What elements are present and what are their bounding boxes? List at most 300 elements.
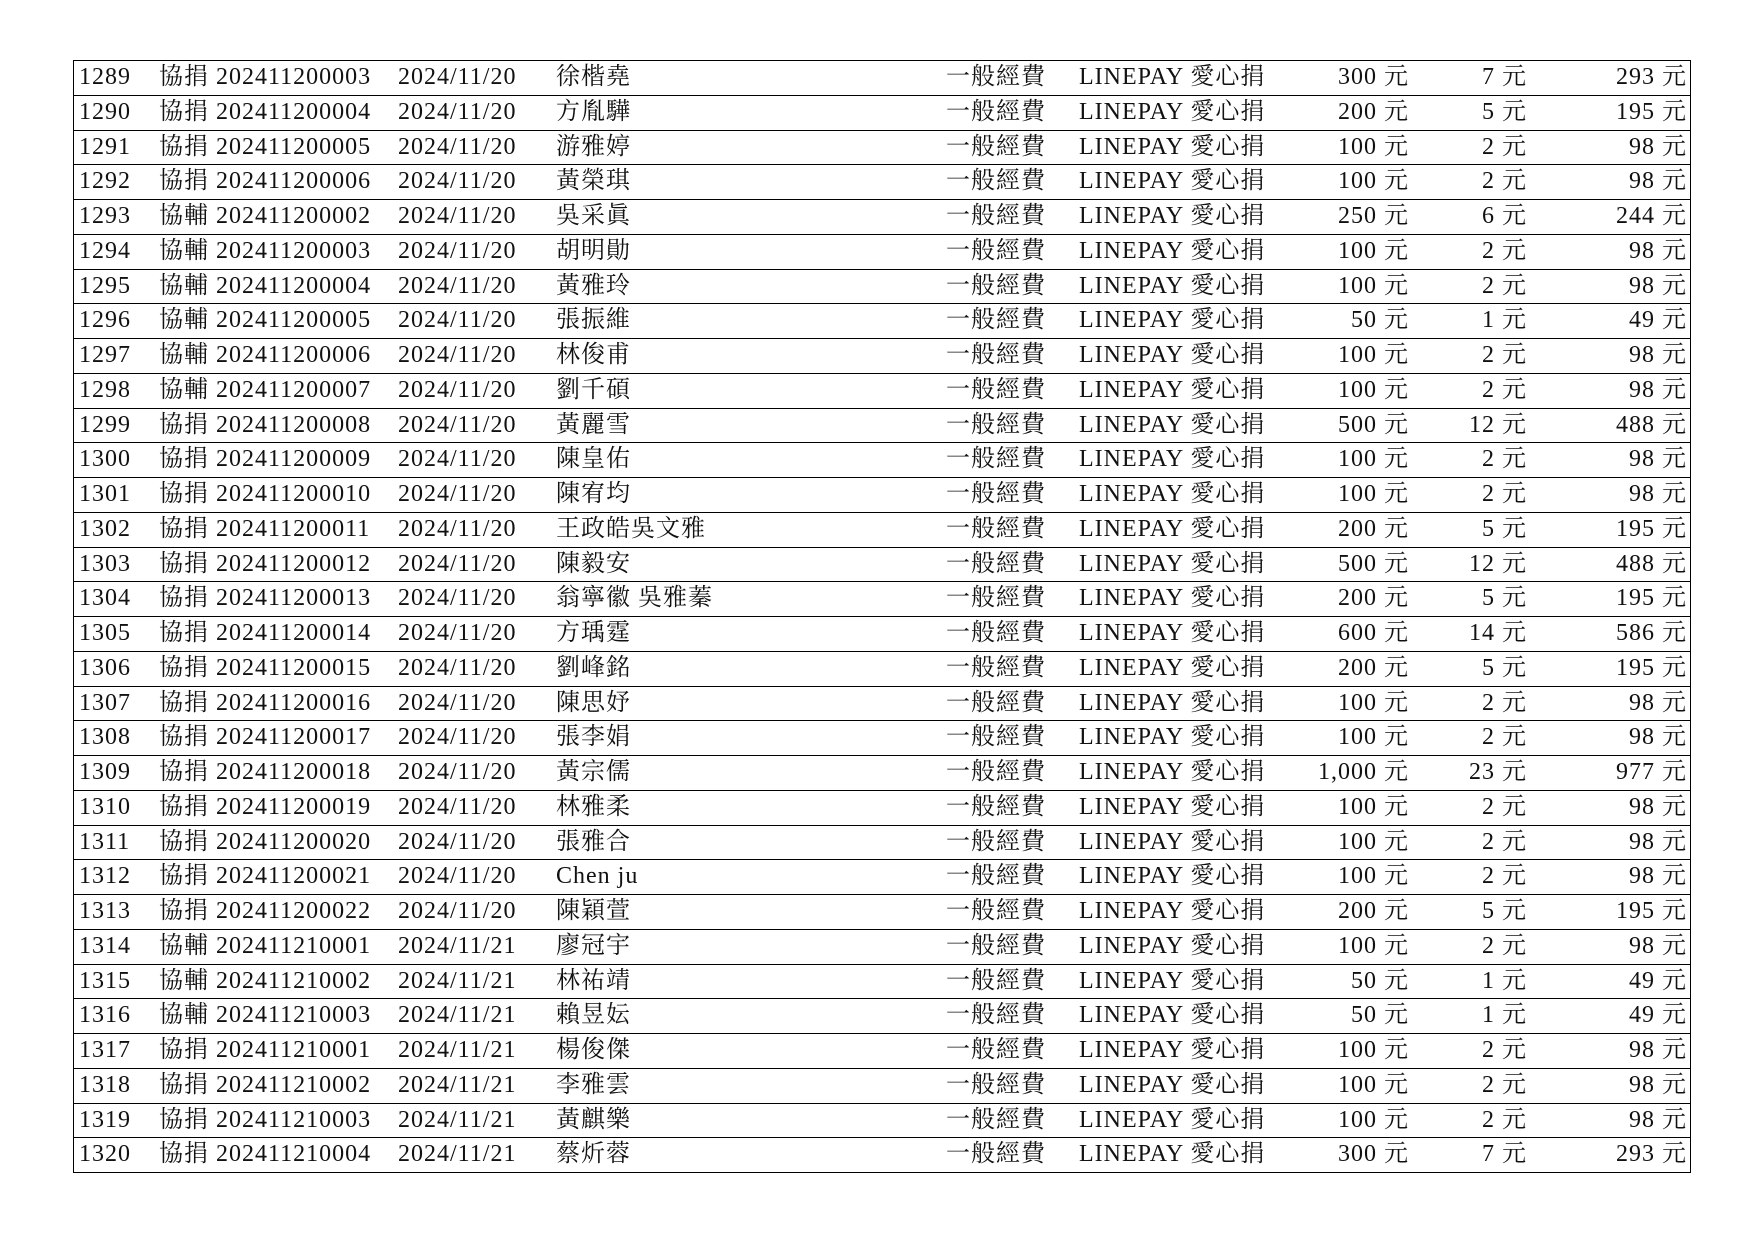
cell-serial-number: 1295 — [79, 272, 131, 299]
cell-donor-name: 黃雅玲 — [556, 272, 631, 299]
cell-date: 2024/11/20 — [398, 828, 517, 855]
cell-fund-type: 一般經費 — [946, 168, 1046, 195]
table-row — [74, 408, 1690, 443]
cell-amount: 100 元 — [1338, 689, 1409, 716]
cell-serial-number: 1299 — [79, 411, 131, 438]
cell-net-amount: 98 元 — [1629, 168, 1687, 195]
cell-fee: 2 元 — [1482, 168, 1527, 195]
cell-serial-number: 1314 — [79, 932, 131, 959]
cell-payment-channel: LINEPAY 愛心捐 — [1079, 203, 1266, 229]
cell-fund-type: 一般經費 — [946, 1002, 1046, 1029]
table-row — [74, 60, 1690, 95]
cell-receipt-code: 協輔 202411210001 — [159, 932, 372, 959]
cell-fee: 2 元 — [1482, 237, 1527, 264]
cell-receipt-code: 協輔 202411200007 — [159, 376, 372, 403]
cell-fund-type: 一般經費 — [946, 515, 1046, 542]
cell-donor-name: 蔡炘蓉 — [556, 1141, 631, 1168]
donation-ledger-table — [73, 60, 1691, 1173]
cell-donor-name: 林祐靖 — [556, 967, 631, 994]
cell-date: 2024/11/20 — [398, 446, 517, 473]
cell-fund-type: 一般經費 — [946, 203, 1046, 229]
cell-serial-number: 1310 — [79, 793, 131, 820]
cell-serial-number: 1308 — [79, 724, 131, 751]
cell-date: 2024/11/21 — [398, 967, 517, 994]
cell-amount: 200 元 — [1338, 654, 1409, 681]
cell-payment-channel: LINEPAY 愛心捐 — [1079, 411, 1266, 438]
cell-amount: 100 元 — [1338, 237, 1409, 264]
cell-net-amount: 586 元 — [1616, 620, 1687, 646]
cell-amount: 100 元 — [1338, 793, 1409, 820]
cell-amount: 100 元 — [1338, 863, 1409, 890]
cell-fund-type: 一般經費 — [946, 376, 1046, 403]
cell-fund-type: 一般經費 — [946, 724, 1046, 751]
cell-payment-channel: LINEPAY 愛心捐 — [1079, 342, 1266, 368]
cell-receipt-code: 協輔 202411200006 — [159, 342, 372, 368]
cell-donor-name: 張李娟 — [556, 724, 631, 751]
cell-date: 2024/11/21 — [398, 1071, 517, 1098]
cell-fund-type: 一般經費 — [946, 237, 1046, 264]
cell-donor-name: 翁寧徽 吳雅蓁 — [556, 585, 713, 612]
cell-receipt-code: 協捐 202411200003 — [159, 64, 372, 90]
cell-fund-type: 一般經費 — [946, 863, 1046, 890]
cell-receipt-code: 協捐 202411200015 — [159, 654, 372, 681]
cell-amount: 100 元 — [1338, 168, 1409, 195]
cell-payment-channel: LINEPAY 愛心捐 — [1079, 515, 1266, 542]
cell-donor-name: 胡明勛 — [556, 237, 631, 264]
cell-amount: 250 元 — [1338, 203, 1409, 229]
cell-fund-type: 一般經費 — [946, 272, 1046, 299]
cell-payment-channel: LINEPAY 愛心捐 — [1079, 1037, 1266, 1063]
cell-amount: 50 元 — [1351, 307, 1409, 334]
cell-net-amount: 195 元 — [1616, 515, 1687, 542]
cell-amount: 100 元 — [1338, 1037, 1409, 1063]
table-row — [74, 512, 1690, 547]
cell-donor-name: 賴昱妘 — [556, 1002, 631, 1029]
cell-payment-channel: LINEPAY 愛心捐 — [1079, 237, 1266, 264]
cell-fund-type: 一般經費 — [946, 654, 1046, 681]
cell-date: 2024/11/21 — [398, 1002, 517, 1029]
cell-amount: 50 元 — [1351, 1002, 1409, 1029]
cell-receipt-code: 協捐 202411200013 — [159, 585, 372, 612]
cell-donor-name: Chen ju — [556, 863, 639, 890]
cell-amount: 100 元 — [1338, 376, 1409, 403]
cell-amount: 100 元 — [1338, 828, 1409, 855]
cell-donor-name: 廖冠宇 — [556, 932, 631, 959]
table-row — [74, 95, 1690, 130]
table-row — [74, 825, 1690, 860]
cell-donor-name: 張振維 — [556, 307, 631, 334]
cell-fee: 2 元 — [1482, 376, 1527, 403]
cell-donor-name: 林雅柔 — [556, 793, 631, 820]
cell-fund-type: 一般經費 — [946, 828, 1046, 855]
table-row — [74, 303, 1690, 338]
cell-amount: 200 元 — [1338, 98, 1409, 125]
cell-fee: 2 元 — [1482, 863, 1527, 890]
cell-net-amount: 293 元 — [1616, 64, 1687, 90]
table-row — [74, 547, 1690, 582]
cell-serial-number: 1320 — [79, 1141, 131, 1168]
table-row — [74, 234, 1690, 269]
cell-net-amount: 98 元 — [1629, 272, 1687, 299]
cell-date: 2024/11/20 — [398, 898, 517, 924]
table-row — [74, 894, 1690, 929]
cell-receipt-code: 協捐 202411200022 — [159, 898, 372, 924]
table-row — [74, 1137, 1690, 1172]
cell-fee: 2 元 — [1482, 133, 1527, 160]
cell-donor-name: 陳穎萱 — [556, 898, 631, 924]
cell-date: 2024/11/21 — [398, 1037, 517, 1063]
cell-net-amount: 49 元 — [1629, 967, 1687, 994]
cell-net-amount: 195 元 — [1616, 585, 1687, 612]
cell-donor-name: 楊俊傑 — [556, 1037, 631, 1063]
cell-donor-name: 王政皓吳文雅 — [556, 515, 706, 542]
cell-amount: 100 元 — [1338, 724, 1409, 751]
cell-receipt-code: 協輔 202411200004 — [159, 272, 372, 299]
cell-amount: 600 元 — [1338, 620, 1409, 646]
cell-fee: 7 元 — [1482, 64, 1527, 90]
cell-amount: 50 元 — [1351, 967, 1409, 994]
cell-fund-type: 一般經費 — [946, 411, 1046, 438]
cell-receipt-code: 協輔 202411200005 — [159, 307, 372, 334]
cell-date: 2024/11/20 — [398, 620, 517, 646]
cell-net-amount: 195 元 — [1616, 898, 1687, 924]
cell-serial-number: 1306 — [79, 654, 131, 681]
cell-payment-channel: LINEPAY 愛心捐 — [1079, 446, 1266, 473]
cell-fee: 5 元 — [1482, 585, 1527, 612]
cell-fund-type: 一般經費 — [946, 1071, 1046, 1098]
cell-serial-number: 1289 — [79, 64, 131, 90]
cell-net-amount: 98 元 — [1629, 446, 1687, 473]
cell-donor-name: 黃麒樂 — [556, 1106, 631, 1133]
cell-fee: 7 元 — [1482, 1141, 1527, 1168]
cell-date: 2024/11/20 — [398, 307, 517, 334]
cell-fee: 5 元 — [1482, 98, 1527, 125]
cell-receipt-code: 協捐 202411200006 — [159, 168, 372, 195]
cell-fee: 2 元 — [1482, 1037, 1527, 1063]
cell-fund-type: 一般經費 — [946, 759, 1046, 785]
cell-date: 2024/11/20 — [398, 550, 517, 577]
cell-fund-type: 一般經費 — [946, 932, 1046, 959]
cell-serial-number: 1316 — [79, 1002, 131, 1029]
cell-net-amount: 98 元 — [1629, 237, 1687, 264]
cell-payment-channel: LINEPAY 愛心捐 — [1079, 967, 1266, 994]
cell-payment-channel: LINEPAY 愛心捐 — [1079, 654, 1266, 681]
cell-payment-channel: LINEPAY 愛心捐 — [1079, 932, 1266, 959]
cell-fee: 14 元 — [1469, 620, 1527, 646]
cell-date: 2024/11/20 — [398, 724, 517, 751]
cell-donor-name: 陳皇佑 — [556, 446, 631, 473]
cell-payment-channel: LINEPAY 愛心捐 — [1079, 828, 1266, 855]
table-row — [74, 477, 1690, 512]
table-row — [74, 199, 1690, 234]
cell-date: 2024/11/20 — [398, 376, 517, 403]
cell-payment-channel: LINEPAY 愛心捐 — [1079, 98, 1266, 125]
cell-donor-name: 陳毅安 — [556, 550, 631, 577]
table-row — [74, 929, 1690, 964]
cell-payment-channel: LINEPAY 愛心捐 — [1079, 585, 1266, 612]
cell-payment-channel: LINEPAY 愛心捐 — [1079, 863, 1266, 890]
cell-amount: 1,000 元 — [1318, 759, 1409, 785]
cell-amount: 100 元 — [1338, 481, 1409, 507]
cell-serial-number: 1311 — [79, 828, 131, 855]
table-row — [74, 964, 1690, 999]
cell-date: 2024/11/20 — [398, 168, 517, 195]
cell-date: 2024/11/21 — [398, 1106, 517, 1133]
cell-receipt-code: 協捐 202411200005 — [159, 133, 372, 160]
table-row — [74, 755, 1690, 790]
cell-net-amount: 244 元 — [1616, 203, 1687, 229]
cell-fund-type: 一般經費 — [946, 307, 1046, 334]
cell-donor-name: 陳思妤 — [556, 689, 631, 716]
cell-payment-channel: LINEPAY 愛心捐 — [1079, 1002, 1266, 1029]
table-row — [74, 581, 1690, 616]
cell-serial-number: 1300 — [79, 446, 131, 473]
cell-payment-channel: LINEPAY 愛心捐 — [1079, 724, 1266, 751]
cell-net-amount: 98 元 — [1629, 689, 1687, 716]
cell-serial-number: 1296 — [79, 307, 131, 334]
cell-payment-channel: LINEPAY 愛心捐 — [1079, 481, 1266, 507]
cell-fee: 2 元 — [1482, 932, 1527, 959]
cell-net-amount: 49 元 — [1629, 307, 1687, 334]
cell-receipt-code: 協捐 202411200014 — [159, 620, 372, 646]
table-row — [74, 616, 1690, 651]
cell-receipt-code: 協捐 202411210003 — [159, 1106, 372, 1133]
cell-date: 2024/11/20 — [398, 689, 517, 716]
cell-payment-channel: LINEPAY 愛心捐 — [1079, 307, 1266, 334]
cell-amount: 100 元 — [1338, 1106, 1409, 1133]
cell-donor-name: 吳采眞 — [556, 203, 631, 229]
cell-date: 2024/11/20 — [398, 759, 517, 785]
cell-serial-number: 1315 — [79, 967, 131, 994]
cell-date: 2024/11/20 — [398, 237, 517, 264]
cell-date: 2024/11/20 — [398, 863, 517, 890]
cell-payment-channel: LINEPAY 愛心捐 — [1079, 620, 1266, 646]
cell-serial-number: 1318 — [79, 1071, 131, 1098]
cell-fee: 2 元 — [1482, 793, 1527, 820]
cell-receipt-code: 協捐 202411200009 — [159, 446, 372, 473]
cell-fee: 2 元 — [1482, 272, 1527, 299]
cell-fee: 2 元 — [1482, 828, 1527, 855]
cell-donor-name: 黃麗雪 — [556, 411, 631, 438]
cell-fee: 1 元 — [1482, 967, 1527, 994]
cell-fund-type: 一般經費 — [946, 585, 1046, 612]
cell-receipt-code: 協捐 202411200008 — [159, 411, 372, 438]
cell-fund-type: 一般經費 — [946, 446, 1046, 473]
cell-fund-type: 一般經費 — [946, 898, 1046, 924]
cell-serial-number: 1312 — [79, 863, 131, 890]
cell-donor-name: 張雅合 — [556, 828, 631, 855]
cell-payment-channel: LINEPAY 愛心捐 — [1079, 133, 1266, 160]
cell-receipt-code: 協捐 202411200016 — [159, 689, 372, 716]
cell-net-amount: 977 元 — [1616, 759, 1687, 785]
cell-amount: 100 元 — [1338, 342, 1409, 368]
cell-receipt-code: 協捐 202411200004 — [159, 98, 372, 125]
cell-fund-type: 一般經費 — [946, 133, 1046, 160]
cell-fund-type: 一般經費 — [946, 967, 1046, 994]
cell-receipt-code: 協捐 202411200019 — [159, 793, 372, 820]
table-row — [74, 790, 1690, 825]
cell-serial-number: 1304 — [79, 585, 131, 612]
table-row — [74, 686, 1690, 721]
cell-fund-type: 一般經費 — [946, 64, 1046, 90]
cell-amount: 300 元 — [1338, 1141, 1409, 1168]
cell-amount: 100 元 — [1338, 272, 1409, 299]
cell-net-amount: 195 元 — [1616, 654, 1687, 681]
cell-payment-channel: LINEPAY 愛心捐 — [1079, 1106, 1266, 1133]
cell-payment-channel: LINEPAY 愛心捐 — [1079, 689, 1266, 716]
cell-fee: 2 元 — [1482, 1071, 1527, 1098]
cell-receipt-code: 協捐 202411200021 — [159, 863, 372, 890]
cell-net-amount: 98 元 — [1629, 828, 1687, 855]
table-row — [74, 720, 1690, 755]
cell-date: 2024/11/20 — [398, 793, 517, 820]
cell-fund-type: 一般經費 — [946, 342, 1046, 368]
cell-payment-channel: LINEPAY 愛心捐 — [1079, 1141, 1266, 1168]
cell-amount: 500 元 — [1338, 411, 1409, 438]
cell-net-amount: 488 元 — [1616, 411, 1687, 438]
cell-donor-name: 黃宗儒 — [556, 759, 631, 785]
cell-net-amount: 49 元 — [1629, 1002, 1687, 1029]
table-row — [74, 373, 1690, 408]
cell-payment-channel: LINEPAY 愛心捐 — [1079, 168, 1266, 195]
cell-serial-number: 1301 — [79, 481, 131, 507]
cell-net-amount: 98 元 — [1629, 1037, 1687, 1063]
cell-net-amount: 98 元 — [1629, 376, 1687, 403]
cell-payment-channel: LINEPAY 愛心捐 — [1079, 759, 1266, 785]
cell-serial-number: 1309 — [79, 759, 131, 785]
cell-receipt-code: 協捐 202411200018 — [159, 759, 372, 785]
cell-fee: 5 元 — [1482, 654, 1527, 681]
cell-payment-channel: LINEPAY 愛心捐 — [1079, 376, 1266, 403]
cell-receipt-code: 協捐 202411210004 — [159, 1141, 372, 1168]
cell-serial-number: 1307 — [79, 689, 131, 716]
cell-payment-channel: LINEPAY 愛心捐 — [1079, 793, 1266, 820]
table-row — [74, 442, 1690, 477]
cell-serial-number: 1297 — [79, 342, 131, 368]
cell-serial-number: 1292 — [79, 168, 131, 195]
cell-serial-number: 1303 — [79, 550, 131, 577]
cell-donor-name: 劉峰銘 — [556, 654, 631, 681]
cell-date: 2024/11/21 — [398, 1141, 517, 1168]
table-row — [74, 859, 1690, 894]
cell-fee: 2 元 — [1482, 689, 1527, 716]
cell-fee: 23 元 — [1469, 759, 1527, 785]
cell-net-amount: 195 元 — [1616, 98, 1687, 125]
cell-serial-number: 1298 — [79, 376, 131, 403]
cell-net-amount: 98 元 — [1629, 932, 1687, 959]
table-row — [74, 998, 1690, 1033]
cell-donor-name: 李雅雲 — [556, 1071, 631, 1098]
cell-payment-channel: LINEPAY 愛心捐 — [1079, 550, 1266, 577]
cell-fund-type: 一般經費 — [946, 1037, 1046, 1063]
cell-net-amount: 98 元 — [1629, 724, 1687, 751]
cell-serial-number: 1293 — [79, 203, 131, 229]
table-row — [74, 130, 1690, 165]
cell-payment-channel: LINEPAY 愛心捐 — [1079, 272, 1266, 299]
cell-date: 2024/11/20 — [398, 585, 517, 612]
cell-payment-channel: LINEPAY 愛心捐 — [1079, 1071, 1266, 1098]
cell-net-amount: 488 元 — [1616, 550, 1687, 577]
cell-receipt-code: 協輔 202411200002 — [159, 203, 372, 229]
cell-fund-type: 一般經費 — [946, 550, 1046, 577]
table-row — [74, 338, 1690, 373]
cell-date: 2024/11/20 — [398, 64, 517, 90]
table-row — [74, 651, 1690, 686]
cell-receipt-code: 協輔 202411200003 — [159, 237, 372, 264]
cell-receipt-code: 協捐 202411200017 — [159, 724, 372, 751]
cell-net-amount: 98 元 — [1629, 793, 1687, 820]
cell-date: 2024/11/20 — [398, 98, 517, 125]
cell-donor-name: 方胤驊 — [556, 98, 631, 125]
cell-date: 2024/11/20 — [398, 654, 517, 681]
cell-fee: 6 元 — [1482, 203, 1527, 229]
cell-donor-name: 黃榮琪 — [556, 168, 631, 195]
cell-serial-number: 1319 — [79, 1106, 131, 1133]
cell-net-amount: 98 元 — [1629, 1071, 1687, 1098]
cell-serial-number: 1291 — [79, 133, 131, 160]
cell-amount: 200 元 — [1338, 585, 1409, 612]
cell-serial-number: 1317 — [79, 1037, 131, 1063]
cell-receipt-code: 協捐 202411210002 — [159, 1071, 372, 1098]
cell-receipt-code: 協輔 202411210003 — [159, 1002, 372, 1029]
cell-donor-name: 林俊甫 — [556, 342, 631, 368]
cell-receipt-code: 協捐 202411200010 — [159, 481, 372, 507]
cell-fee: 2 元 — [1482, 1106, 1527, 1133]
table-row — [74, 1068, 1690, 1103]
cell-donor-name: 陳宥均 — [556, 481, 631, 507]
cell-date: 2024/11/20 — [398, 481, 517, 507]
cell-fee: 5 元 — [1482, 898, 1527, 924]
cell-receipt-code: 協捐 202411200011 — [159, 515, 371, 542]
cell-fee: 5 元 — [1482, 515, 1527, 542]
table-row — [74, 269, 1690, 304]
cell-date: 2024/11/20 — [398, 411, 517, 438]
cell-amount: 200 元 — [1338, 515, 1409, 542]
cell-receipt-code: 協輔 202411210002 — [159, 967, 372, 994]
cell-payment-channel: LINEPAY 愛心捐 — [1079, 898, 1266, 924]
cell-serial-number: 1313 — [79, 898, 131, 924]
cell-net-amount: 98 元 — [1629, 133, 1687, 160]
cell-fund-type: 一般經費 — [946, 1106, 1046, 1133]
cell-fund-type: 一般經費 — [946, 620, 1046, 646]
cell-amount: 100 元 — [1338, 446, 1409, 473]
cell-fee: 12 元 — [1469, 550, 1527, 577]
cell-donor-name: 劉千碩 — [556, 376, 631, 403]
cell-fund-type: 一般經費 — [946, 98, 1046, 125]
cell-fee: 2 元 — [1482, 446, 1527, 473]
cell-receipt-code: 協捐 202411210001 — [159, 1037, 372, 1063]
cell-serial-number: 1302 — [79, 515, 131, 542]
cell-fund-type: 一般經費 — [946, 1141, 1046, 1168]
cell-fee: 2 元 — [1482, 342, 1527, 368]
cell-serial-number: 1305 — [79, 620, 131, 646]
cell-amount: 100 元 — [1338, 133, 1409, 160]
cell-fee: 1 元 — [1482, 1002, 1527, 1029]
cell-amount: 100 元 — [1338, 1071, 1409, 1098]
cell-net-amount: 98 元 — [1629, 1106, 1687, 1133]
cell-date: 2024/11/20 — [398, 133, 517, 160]
cell-donor-name: 徐楷堯 — [556, 64, 631, 90]
cell-net-amount: 98 元 — [1629, 863, 1687, 890]
cell-amount: 300 元 — [1338, 64, 1409, 90]
cell-amount: 500 元 — [1338, 550, 1409, 577]
cell-net-amount: 98 元 — [1629, 481, 1687, 507]
cell-fee: 12 元 — [1469, 411, 1527, 438]
cell-receipt-code: 協捐 202411200012 — [159, 550, 372, 577]
cell-payment-channel: LINEPAY 愛心捐 — [1079, 64, 1266, 90]
cell-date: 2024/11/20 — [398, 272, 517, 299]
cell-date: 2024/11/21 — [398, 932, 517, 959]
